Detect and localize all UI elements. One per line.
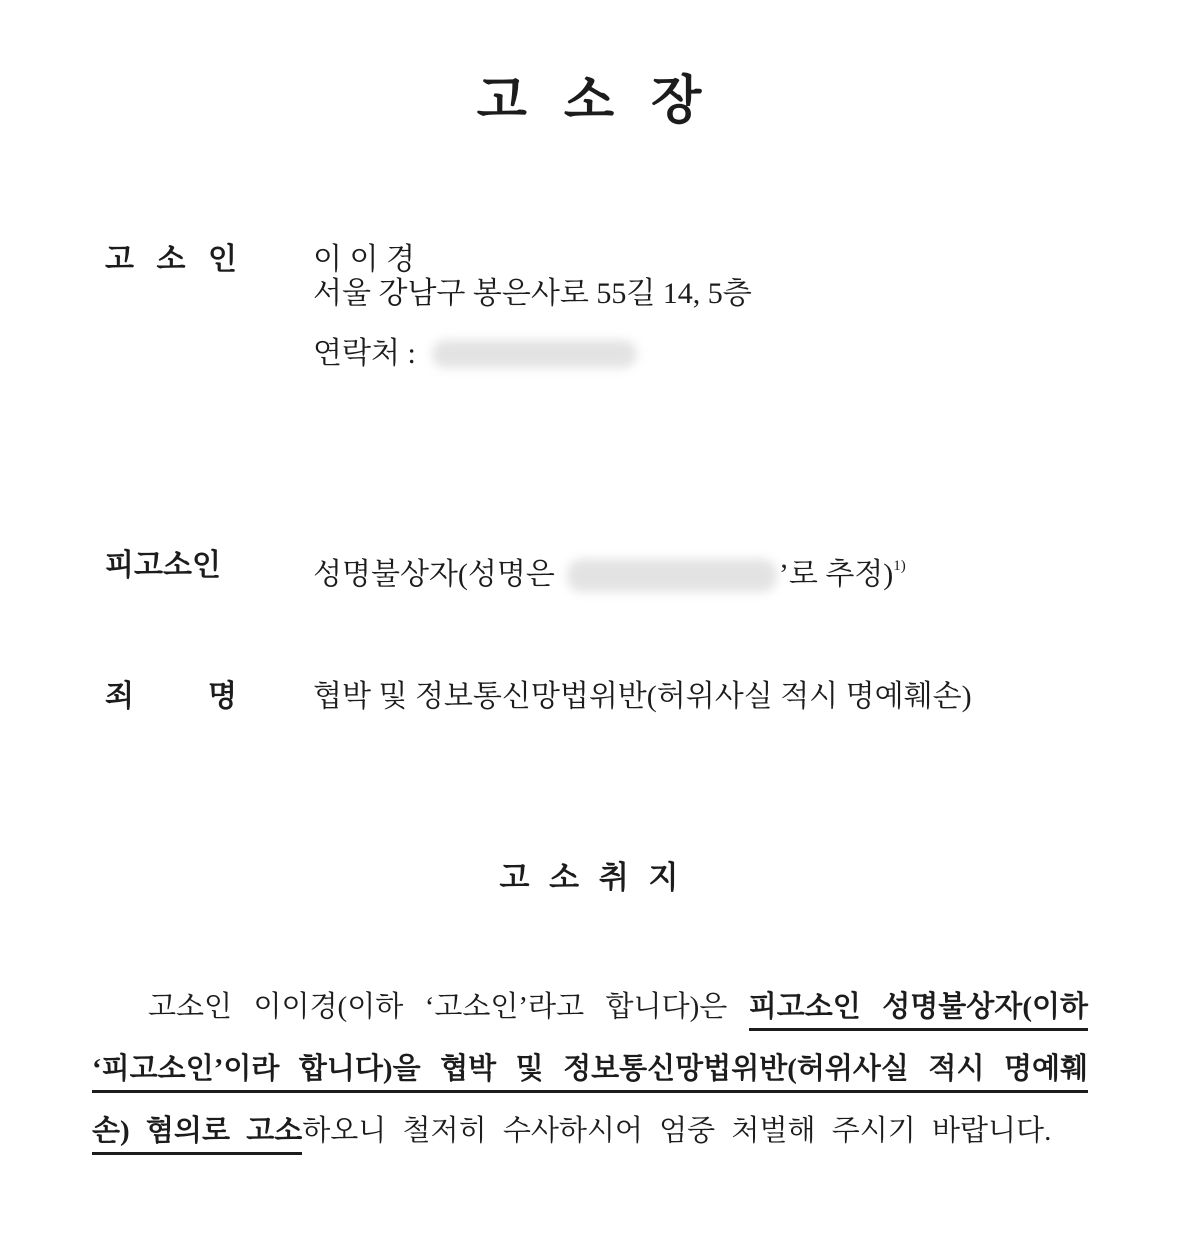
purpose-line3-emphasis: 손) 혐의로 고소: [92, 1115, 302, 1155]
document-title: 고 소 장: [476, 73, 714, 130]
purpose-line1-normal: 고소인 이이경(이하 ‘고소인’라고 합니다)은: [148, 991, 728, 1023]
charge-label: 죄 명: [105, 680, 237, 713]
complainant-row: [105, 243, 752, 371]
accused-label: 피고소인: [105, 549, 221, 582]
accused-value-prefix: 성명불상자(성명은: [313, 558, 555, 591]
accused-row: [105, 549, 906, 592]
redacted-accused-name: [567, 559, 777, 592]
purpose-paragraph: [92, 976, 1088, 1162]
footnote-marker: 1): [893, 558, 906, 574]
redacted-contact-value: [432, 340, 637, 368]
complainant-contact-line: [313, 337, 752, 371]
charge-value: 협박 및 정보통신망법위반(허위사실 적시 명예훼손): [313, 680, 972, 713]
complainant-value: [313, 243, 752, 371]
purpose-line-1: [92, 976, 1088, 1038]
complainant-address: 서울 강남구 봉은사로 55길 14, 5층: [313, 277, 752, 310]
purpose-line-3: [92, 1100, 1088, 1162]
purpose-line-2: [92, 1038, 1088, 1100]
complainant-label: 고 소 인: [105, 243, 237, 276]
contact-label: 연락처 :: [313, 337, 416, 370]
purpose-line3-normal: 하오니 철저히 수사하시어 엄중 처벌해 주시기 바랍니다.: [302, 1115, 1052, 1147]
accused-value: [313, 549, 906, 592]
accused-value-suffix: ’로 추정): [778, 558, 894, 591]
purpose-section-heading: 고 소 취 지: [499, 860, 685, 895]
charge-row: [105, 680, 972, 714]
purpose-line1-emphasis: 피고소인 성명불상자(이하: [749, 991, 1088, 1031]
complainant-name: 이 이 경: [313, 243, 415, 276]
purpose-line2-emphasis: ‘피고소인’이라 합니다)을 협박 및 정보통신망법위반(허위사실 적시 명예훼: [92, 1053, 1088, 1093]
